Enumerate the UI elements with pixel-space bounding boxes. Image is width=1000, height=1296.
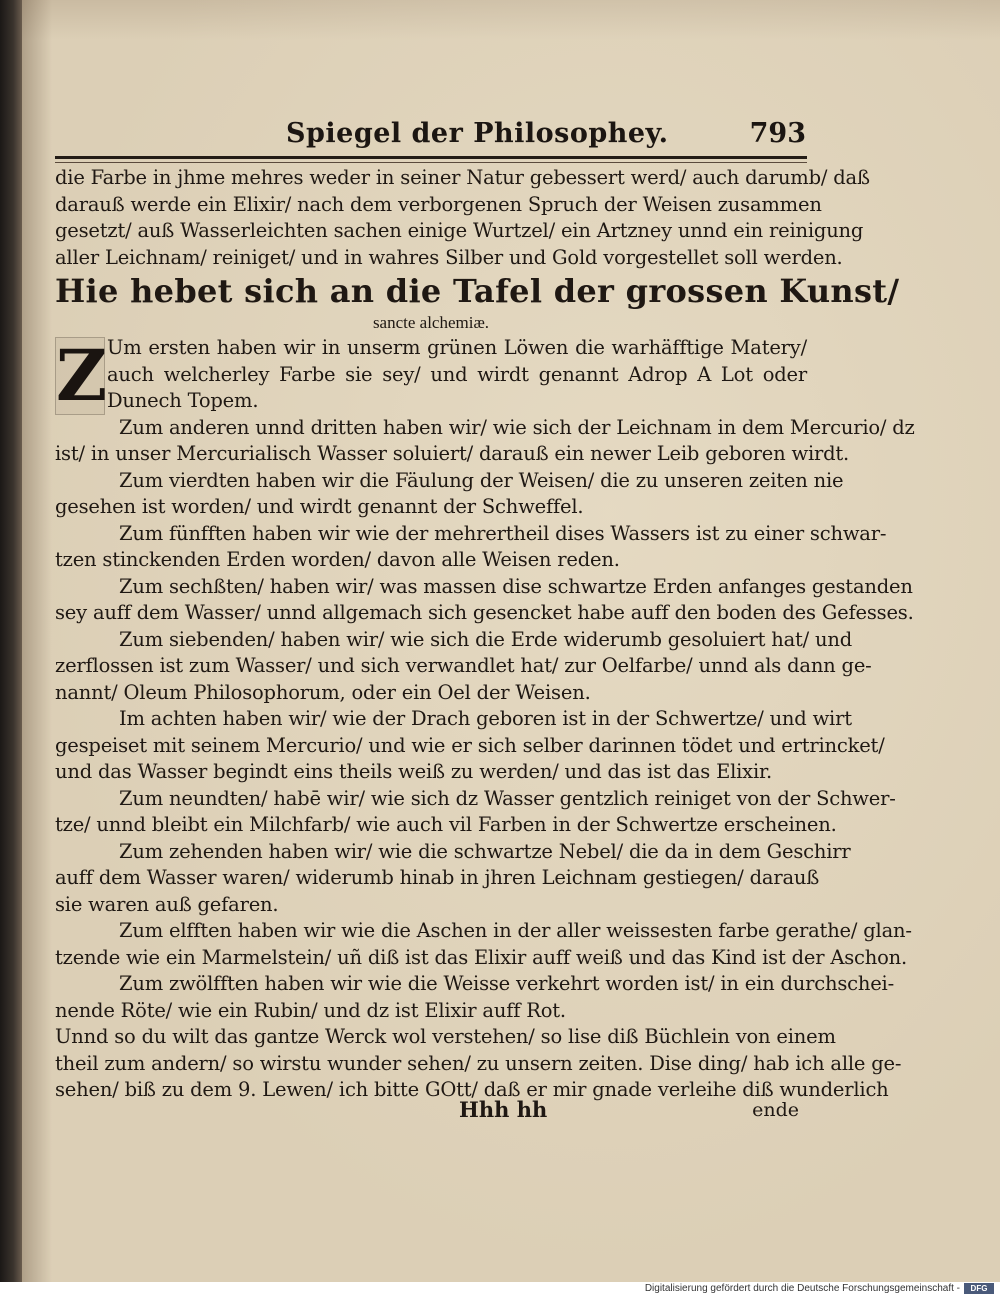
digitization-footer <box>0 1282 1000 1296</box>
text-line: sey auff dem Wasser/ unnd allgemach sich gesencket habe auff den boden des Gefesses. <box>55 601 914 624</box>
section-heading: Hie hebet sich an die Tafel der grossen Kunst/ <box>55 272 900 310</box>
text-line: Zum zwölfften haben wir wie die Weisse verkehrt worden ist/ in ein durchschei- <box>119 972 894 995</box>
text-line: ist/ in unser Mercurialisch Wasser soluiert/ darauß ein newer Leib geboren wirdt. <box>55 442 850 465</box>
text-line: Zum fünfften haben wir wie der mehrertheil dises Wassers ist zu einer schwar- <box>119 521 887 545</box>
running-title: Spiegel der Philosophey. <box>286 118 669 149</box>
drop-cap-initial: Z <box>56 334 108 417</box>
body-text <box>55 165 915 1104</box>
text-line: theil zum andern/ so wirstu wunder sehen/ zu unsern zeiten. Dise ding/ hab ich alle ge- <box>55 1051 902 1075</box>
text-line: aller Leichnam/ reiniget/ und in wahres Silber und Gold vorgestellet soll werden. <box>55 245 843 269</box>
text-line: tzen stinckenden Erden worden/ davon alle Weisen reden. <box>55 548 620 571</box>
book-binding-edge <box>0 0 22 1282</box>
text-line: darauß werde ein Elixir/ nach dem verborgenen Spruch der Weisen zusammen <box>55 192 822 216</box>
text-line: auff dem Wasser waren/ widerumb hinab in jhren Leichnam gestiegen/ darauß <box>55 866 820 889</box>
funding-credit: Digitalisierung gefördert durch die Deutsche Forschungsgemeinschaft - <box>644 1283 960 1294</box>
text-line: und das Wasser begindt eins theils weiß zu werden/ und das ist das Elixir. <box>55 760 772 783</box>
signature-mark: Hhh hh <box>459 1097 548 1122</box>
text-line: gespeiset mit seinem Mercurio/ und wie er sich selber darinnen tödet und ertrincket/ <box>55 733 885 757</box>
text-line: Zum anderen unnd dritten haben wir/ wie sich der Leichnam in dem Mercurio/ dz <box>119 415 915 439</box>
text-line: Zum vierdten haben wir die Fäulung der Weisen/ die zu unseren zeiten nie <box>119 468 844 492</box>
text-line: nende Röte/ wie ein Rubin/ und dz ist Elixir auff Rot. <box>55 998 566 1022</box>
text-line: Zum elfften haben wir wie die Aschen in der aller weissesten farbe gerathe/ glan- <box>119 919 912 942</box>
text-line: die Farbe in jhme mehres weder in seiner Natur gebessert werd/ auch darumb/ daß <box>55 166 870 189</box>
text-line: gesehen ist worden/ und wirdt genannt der Schweffel. <box>55 495 584 518</box>
page-foot <box>55 1097 807 1125</box>
text-line: auch welcherley Farbe sie sey/ und wirdt genannt Adrop A Lot oder <box>107 362 807 386</box>
dfg-logo: DFG <box>964 1283 994 1294</box>
text-line: Zum siebenden/ haben wir/ wie sich die Erde widerumb gesoluiert hat/ und <box>119 627 853 651</box>
text-line: Um ersten haben wir in unserm grünen Löwen die warhäfftige Matery/ <box>107 336 807 359</box>
section-subheading: sancte alchemiæ. <box>372 313 490 332</box>
text-line: zerflossen ist zum Wasser/ und sich verwandlet hat/ zur Oelfarbe/ unnd als dann ge- <box>55 654 872 677</box>
header-rule-thin <box>55 162 807 163</box>
text-line: Zum zehenden haben wir/ wie die schwartze Nebel/ die da in dem Geschirr <box>119 839 851 863</box>
text-line: sie waren auß gefaren. <box>55 892 279 916</box>
text-line: tze/ unnd bleibt ein Milchfarb/ wie auch vil Farben in der Schwertze erscheinen. <box>55 813 837 836</box>
header-rule <box>55 156 807 159</box>
first-paragraph <box>55 335 807 415</box>
text-line: Im achten haben wir/ wie der Drach geboren ist in der Schwertze/ und wirt <box>119 707 852 730</box>
text-line: tzende wie ein Marmelstein/ uñ diß ist das Elixir auff weiß und das Kind ist der Aschon. <box>55 945 908 969</box>
text-line: Zum neundten/ habē wir/ wie sich dz Wasser gentzlich reiniget von der Schwer- <box>119 786 896 810</box>
text-line: Dunech Topem. <box>107 389 259 412</box>
text-line: Zum sechßten/ haben wir/ was massen dise schwartze Erden anfanges gestanden <box>119 574 913 598</box>
text-line: Unnd so du wilt das gantze Werck wol verstehen/ so lise diß Büchlein von einem <box>55 1025 836 1048</box>
text-line: gesetzt/ auß Wasserleichten sachen einige Wurtzel/ ein Artzney unnd ein reinigung <box>55 219 864 242</box>
catchword: ende <box>752 1099 799 1121</box>
page-number: 793 <box>749 118 806 149</box>
text-line: sehen/ biß zu dem 9. Lewen/ ich bitte GOtt/ daß er mir gnade verleihe diß wunderlich <box>55 1078 889 1101</box>
text-line: nannt/ Oleum Philosophorum, oder ein Oel der Weisen. <box>55 680 591 704</box>
page-header <box>60 114 806 158</box>
